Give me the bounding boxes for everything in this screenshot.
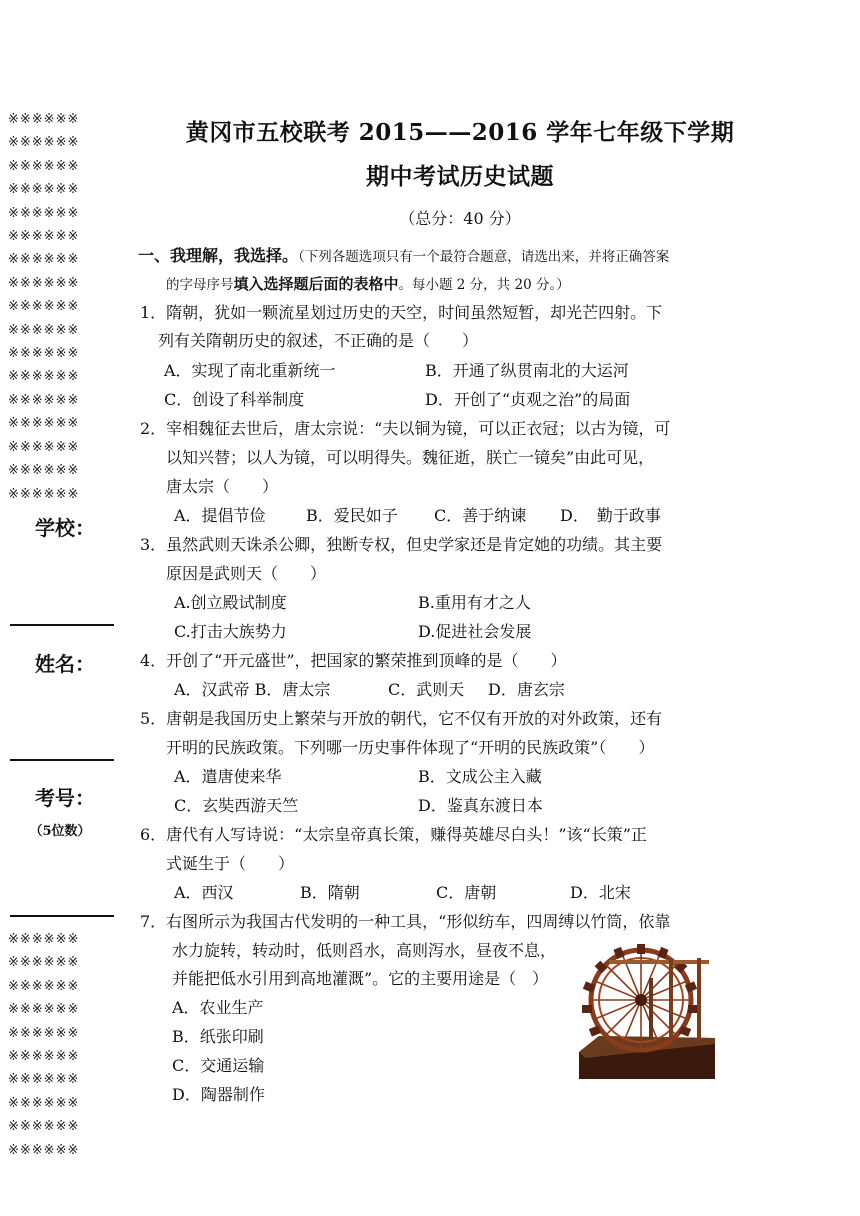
q1-stem-line2: 列有关隋朝历史的叙述，不正确的是（ ）: [158, 331, 479, 350]
pattern-row: ※※※※※※: [8, 1049, 80, 1065]
q1-option-a[interactable]: A．实现了南北重新统一: [164, 361, 336, 380]
q4-stem-line1: 4．开创了“开元盛世”，把国家的繁荣推到顶峰的是（ ）: [140, 651, 567, 670]
q6-option-c[interactable]: C．唐朝: [436, 883, 497, 902]
q2-option-b[interactable]: B．爱民如子: [306, 506, 398, 525]
q1-option-c[interactable]: C．创设了科举制度: [164, 390, 305, 409]
q1-stem-line1: 1．隋朝，犹如一颗流星划过历史的天空，时间虽然短暂，却光芒四射。下: [140, 303, 663, 322]
q3-option-b[interactable]: B.重用有才之人: [418, 593, 531, 612]
total-score: （总分：40 分）: [399, 209, 521, 228]
pattern-row: ※※※※※※: [8, 486, 80, 502]
q7-stem-line3: 并能把低水引用到高地灌溉”。它的主要用途是（ ）: [172, 969, 549, 988]
q7-option-d[interactable]: D．陶器制作: [172, 1085, 265, 1104]
school-label: 学校：: [35, 516, 95, 540]
pattern-row: ※※※※※※: [8, 439, 80, 455]
q6-stem-line2: 式诞生于（ ）: [166, 854, 295, 873]
pattern-row: ※※※※※※: [8, 135, 80, 151]
q7-stem-line2: 水力旋转，转动时，低则舀水，高则泻水，昼夜不息，: [172, 941, 557, 960]
section-instructions-bold: 填入选择题后面的表格中: [233, 275, 399, 293]
q5-stem-line2: 开明的民族政策。下列哪一历史事件体现了“开明的民族政策”（ ）: [166, 738, 655, 757]
exam-title-line2: 期中考试历史试题: [366, 163, 554, 190]
exam-no-label: 考号：: [35, 786, 95, 810]
q2-option-a[interactable]: A．提倡节俭: [174, 506, 266, 525]
pattern-row: ※※※※※※: [8, 182, 80, 198]
q5-option-b[interactable]: B．文成公主入藏: [418, 767, 542, 786]
q3-option-c[interactable]: C.打击大族势力: [174, 622, 287, 641]
q7-stem-line1: 7．右图所示为我国古代发明的一种工具，“形似纺车，四周缚以竹筒，依靠: [140, 912, 671, 931]
pattern-row: ※※※※※※: [8, 1095, 80, 1111]
q6-option-d[interactable]: D．北宋: [570, 883, 631, 902]
section-instructions-c: 。每小题 2 分，共 20 分。）: [398, 277, 570, 293]
q4-option-ab[interactable]: A．汉武帝 B．唐太宗: [174, 680, 331, 699]
pattern-row: ※※※※※※: [8, 252, 80, 268]
section-heading: [138, 245, 669, 268]
section-instructions-b: 的字母序号: [166, 277, 234, 293]
name-write-line[interactable]: [10, 759, 114, 761]
q4-option-d[interactable]: D．唐玄宗: [488, 680, 565, 699]
pattern-row: ※※※※※※: [8, 1142, 80, 1158]
pattern-row: ※※※※※※: [8, 322, 80, 338]
pattern-row: ※※※※※※: [8, 1025, 80, 1041]
q4-option-c[interactable]: C．武则天: [388, 680, 465, 699]
margin-pattern-bottom: [8, 928, 120, 1158]
exam-no-note: （5位数）: [29, 824, 91, 839]
section-instructions-line2: [166, 273, 570, 296]
pattern-row: ※※※※※※: [8, 1119, 80, 1135]
pattern-row: ※※※※※※: [8, 205, 80, 221]
pattern-row: ※※※※※※: [8, 392, 80, 408]
q7-option-b[interactable]: B．纸张印刷: [172, 1027, 264, 1046]
pattern-row: ※※※※※※: [8, 299, 80, 315]
exam-title-line1: 黄冈市五校联考 2015——2016 学年七年级下学期: [185, 119, 735, 146]
q2-stem-line1: 2．宰相魏征去世后，唐太宗说：“夫以铜为镜，可以正衣冠；以古为镜，可: [140, 419, 671, 438]
section-instructions-a: （下列各题选项只有一个最符合题意，请选出来，并将正确答案: [298, 249, 670, 265]
pattern-row: ※※※※※※: [8, 463, 80, 479]
q3-option-a[interactable]: A.创立殿试制度: [174, 593, 287, 612]
q1-option-b[interactable]: B．开通了纵贯南北的大运河: [425, 361, 629, 380]
pattern-row: ※※※※※※: [8, 158, 80, 174]
q3-option-d[interactable]: D.促进社会发展: [418, 622, 532, 641]
pattern-row: ※※※※※※: [8, 346, 80, 362]
q7-option-a[interactable]: A．农业生产: [172, 998, 264, 1017]
pattern-row: ※※※※※※: [8, 229, 80, 245]
q6-stem-line1: 6．唐代有人写诗说：“太宗皇帝真长策，赚得英雄尽白头！”该“长策”正: [140, 825, 647, 844]
q5-option-d[interactable]: D．鉴真东渡日本: [418, 796, 543, 815]
pattern-row: ※※※※※※: [8, 932, 80, 947]
margin-pattern-top: [8, 108, 120, 506]
pattern-row: ※※※※※※: [8, 978, 80, 994]
q2-option-c[interactable]: C．善于纳谏: [434, 506, 527, 525]
q7-option-c[interactable]: C．交通运输: [172, 1056, 265, 1075]
q6-option-b[interactable]: B．隋朝: [300, 883, 360, 902]
section-title: 一、我理解，我选择。: [138, 246, 299, 265]
q2-option-d[interactable]: D． 勤于政事: [560, 506, 661, 525]
pattern-row: ※※※※※※: [8, 955, 80, 971]
q1-option-d[interactable]: D．开创了“贞观之治”的局面: [425, 390, 631, 409]
pattern-row: ※※※※※※: [8, 1072, 80, 1088]
waterwheel-image: [579, 938, 715, 1079]
pattern-row: ※※※※※※: [8, 369, 80, 385]
pattern-row: ※※※※※※: [8, 1002, 80, 1018]
exam-no-write-line[interactable]: [10, 915, 114, 917]
pattern-row: ※※※※※※: [8, 112, 80, 127]
q5-stem-line1: 5．唐朝是我国历史上繁荣与开放的朝代，它不仅有开放的对外政策，还有: [140, 709, 663, 728]
q5-option-c[interactable]: C．玄奘西游天竺: [174, 796, 299, 815]
q5-option-a[interactable]: A．遣唐使来华: [174, 767, 282, 786]
q6-option-a[interactable]: A．西汉: [174, 883, 234, 902]
name-label: 姓名：: [35, 652, 95, 676]
q2-stem-line3: 唐太宗（ ）: [166, 477, 279, 496]
q3-stem-line1: 3．虽然武则天诛杀公卿，独断专权，但史学家还是肯定她的功绩。其主要: [140, 535, 663, 554]
q2-stem-line2: 以知兴替；以人为镜，可以明得失。魏征逝，朕亡一镜矣”由此可见，: [166, 448, 655, 467]
school-write-line[interactable]: [10, 624, 114, 626]
q3-stem-line2: 原因是武则天（ ）: [166, 564, 327, 583]
pattern-row: ※※※※※※: [8, 416, 80, 432]
pattern-row: ※※※※※※: [8, 275, 80, 291]
